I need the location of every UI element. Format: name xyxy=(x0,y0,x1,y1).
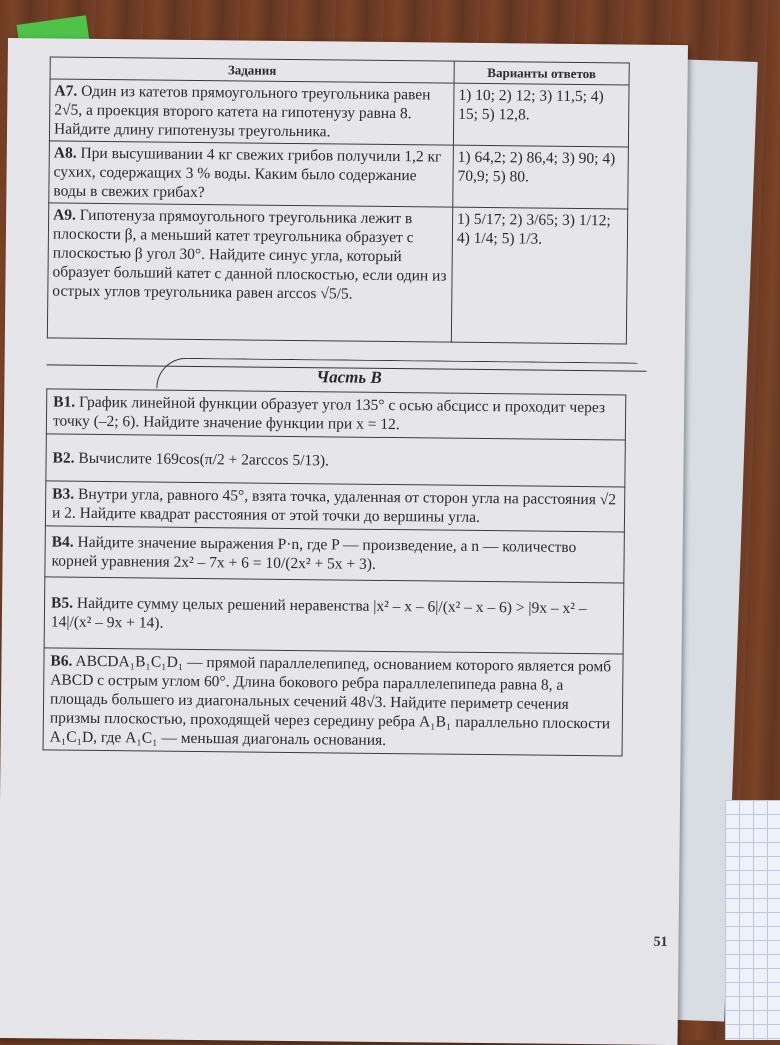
task-row-b1 xyxy=(46,389,625,440)
task-answers: 1) 5/17; 2) 3/65; 3) 1/12; 4) 1/4; 5) 1/3. xyxy=(451,207,627,344)
page-content xyxy=(43,56,650,756)
task-id: A8. xyxy=(53,144,77,162)
part-b-title: Часть В xyxy=(316,367,382,387)
task-answers: 1) 64,2; 2) 86,4; 3) 90; 4) 70,9; 5) 80. xyxy=(453,145,629,209)
book-page xyxy=(0,38,688,1045)
task-id: B6. xyxy=(50,652,73,670)
header-answers: Варианты ответов xyxy=(454,61,629,85)
task-id: B2. xyxy=(52,448,75,467)
task-id: B3. xyxy=(52,485,75,503)
task-id: B1. xyxy=(53,393,76,411)
task-id: A7. xyxy=(54,82,78,100)
page-number: 51 xyxy=(653,934,668,950)
part-a-table xyxy=(47,56,630,344)
header-arc xyxy=(156,358,637,394)
task-text: График линейной функции образует угол 135° с осью абсцисс и проходит через точку (–2; 6). Найдите значение функции при x = 12. xyxy=(52,393,606,434)
task-row-a9 xyxy=(47,203,627,344)
task-id: B5. xyxy=(50,594,74,612)
task-row-a7 xyxy=(49,79,629,147)
task-row-b3 xyxy=(45,481,624,532)
task-row-a8 xyxy=(49,141,629,209)
task-text: Найдите значение выражения P·n, где P — произведение, а n — количество корней уравнения 2x² – 7x + 6 = 10/(2x² + 5x + 3). xyxy=(51,533,577,573)
graph-paper-sheet xyxy=(725,800,780,1040)
header-tasks: Задания xyxy=(50,57,454,83)
part-b-table xyxy=(43,388,627,756)
part-b-header xyxy=(46,356,646,394)
task-text: Вычислите 169cos(π/2 + 2arccos 5/13). xyxy=(78,449,330,469)
task-id: B4. xyxy=(51,533,74,551)
task-text: Внутри угла, равного 45°, взята точка, удаленная от сторон угла на расстояния √2 и 2. Найдите квадрат расстояния от этой точки до вершины угла. xyxy=(51,485,617,526)
task-text: Гипотенуза прямоугольного треугольника лежит в плоскости β, а меньший катет треугольника образует с плоскостью β угол 30°. Найдите синус угла, который образует больший катет с данной плоскостью, если один из острых углов треугольника равен arccos √5/5. xyxy=(52,206,447,303)
task-text: Один из катетов прямоугольного треугольника равен 2√5, а проекция второго катета на гипотенузу равна 8. Найдите длину гипотенузы треугольника. xyxy=(53,82,431,141)
task-answers: 1) 10; 2) 12; 3) 11,5; 4) 15; 5) 12,8. xyxy=(453,83,629,147)
task-row-b4 xyxy=(45,526,625,583)
task-row-b6 xyxy=(43,648,623,756)
task-id: A9. xyxy=(53,206,77,224)
task-text: ABCDA₁B₁C₁D₁ — прямой параллелепипед, основанием которого является ромб ABCD с острым углом 60°. Длина бокового ребра параллелепипеда равна 8, а площадь большего из диагональных сечений 48√3. Найдите периметр сечения призмы плоскостью, проходящей через середину ребра A₁B₁ параллельно плоскости A₁C₁D, где A₁C₁ — меньшая диагональ основания. xyxy=(49,652,612,749)
task-text: При высушивании 4 кг свежих грибов получили 1,2 кг сухих, содержащих 3 % воды. Каким было содержание воды в свежих грибах? xyxy=(53,144,442,202)
task-row-b5 xyxy=(44,577,624,654)
task-text: Найдите сумму целых решений неравенства |x² – x – 6|/(x² – x – 6) > |9x – x² – 14|/(x² – 9x + 14). xyxy=(50,594,587,632)
task-row-b2 xyxy=(46,434,625,487)
